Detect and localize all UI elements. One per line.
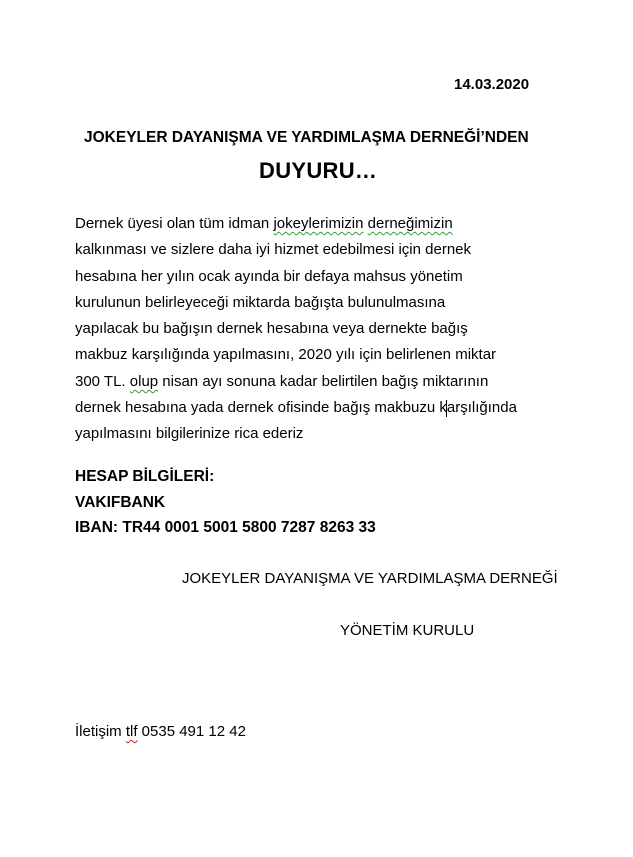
signature-organization: JOKEYLER DAYANIŞMA VE YARDIMLAŞMA DERNEĞİ [182,570,558,587]
contact-info: İletişim tlf 0535 491 12 42 [75,723,246,740]
body-line-7: 300 TL. olup nisan ayı sonuna kadar belirtilen bağış miktarının [75,372,489,390]
body-line-3: hesabına her yılın ocak ayında bir defaya mahsus yönetim [75,267,463,285]
signature-board: YÖNETİM KURULU [340,622,475,639]
phone-number: 0535 491 12 42 [137,723,246,740]
body-line-8: dernek hesabına yada dernek ofisinde bağış makbuzu karşılığında [75,399,517,417]
spellcheck-word: jokeylerimizin [273,215,364,232]
body-line-5: yapılacak bu bağışın dernek hesabına veya dernekte bağış [75,320,468,338]
body-line-9: yapılmasını bilgilerinize rica ederiz [75,425,304,443]
spellcheck-word: derneğimizin [367,215,453,232]
body-line-6: makbuz karşılığında yapılmasını, 2020 yılı için belirlenen miktar [75,346,497,364]
body-line-1: Dernek üyesi olan tüm idman jokeylerimizin derneğimizin [75,215,453,232]
spellcheck-word: olup [129,372,159,390]
announcement-title: DUYURU… [259,158,378,183]
document-date: 14.03.2020 [454,76,530,93]
bank-iban: IBAN: TR44 0001 5001 5800 7287 8263 33 [75,519,376,536]
spellcheck-word: tlf [125,723,138,740]
bank-info-heading: HESAP BİLGİLERİ: [75,468,215,485]
announcement-body [75,211,575,448]
organization-heading: JOKEYLER DAYANIŞMA VE YARDIMLAŞMA DERNEĞİ’NDEN [84,129,529,146]
body-line-2: kalkınması ve sizlere daha iyi hizmet edebilmesi için dernek [75,241,472,259]
body-line-4: kurulunun belirleyeceği miktarda bağışta bulunulmasına [75,293,446,311]
bank-name: VAKIFBANK [75,494,166,511]
